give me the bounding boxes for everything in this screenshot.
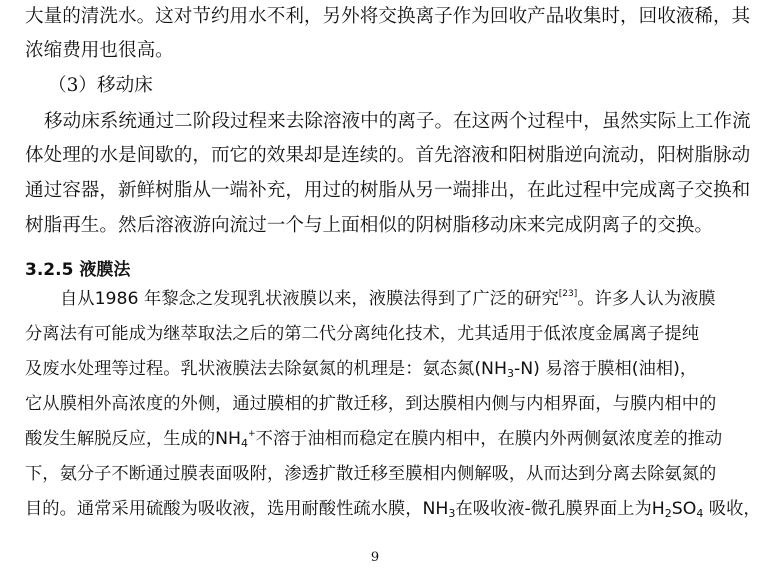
- paragraph-line: 酸发生解脱反应，生成的$NH_4^+$不溶于油相而稳定在膜内相中，在膜内外两侧氨浓度差的推动: [25, 429, 723, 450]
- paragraph-line: 移动床系统通过二阶段过程来去除溶液中的离子。在这两个过程中，虽然实际上工作流: [44, 111, 751, 132]
- paragraph-line: 自从1986 年黎念之发现乳状液膜以来，液膜法得到了广泛的研究[23]。许多人认为液膜: [60, 289, 716, 309]
- paragraph-line: 分离法有可能成为继萃取法之后的第二代分离纯化技术，尤其适用于低浓度金属离子提纯: [25, 324, 699, 344]
- subheading-moving-bed: （3）移动床: [48, 75, 153, 96]
- paragraph-line: 大量的清洗水。这对节约用水不利，另外将交换离子作为回收产品收集时，回收液稀，其: [25, 6, 751, 27]
- paragraph-line: 体处理的水是间歇的，而它的效果却是连续的。首先溶液和阳树脂逆向流动，阳树脂脉动: [25, 145, 751, 166]
- paragraph-line: 浓缩费用也很高。: [25, 40, 174, 61]
- paragraph-line: 通过容器，新鲜树脂从一端补充，用过的树脂从另一端排出，在此过程中完成离子交换和: [25, 180, 751, 201]
- page-number: 9: [370, 550, 380, 565]
- paragraph-line: 目的。通常采用硫酸为吸收液，选用耐酸性疏水膜，$NH_3$在吸收液-微孔膜界面上为$H_2SO_4$ 吸收，: [25, 499, 761, 520]
- citation-ref: [23]: [558, 289, 578, 299]
- paragraph-line: 下，氨分子不断通过膜表面吸附，渗透扩散迁移至膜相内侧解吸，从而达到分离去除氨氮的: [25, 464, 717, 484]
- paragraph-line: 及废水处理等过程。乳状液膜法去除氨氮的机理是：氨态氮$(NH_3-N)$ 易溶于膜相(油相)，: [25, 359, 698, 380]
- section-heading: 3.2.5 液膜法: [25, 260, 131, 280]
- paragraph-line: 树脂再生。然后溶液游向流过一个与上面相似的阴树脂移动床来完成阴离子的交换。: [25, 215, 713, 236]
- paragraph-line: 它从膜相外高浓度的外侧，通过膜相的扩散迁移，到达膜相内侧与内相界面，与膜内相中的: [25, 394, 717, 414]
